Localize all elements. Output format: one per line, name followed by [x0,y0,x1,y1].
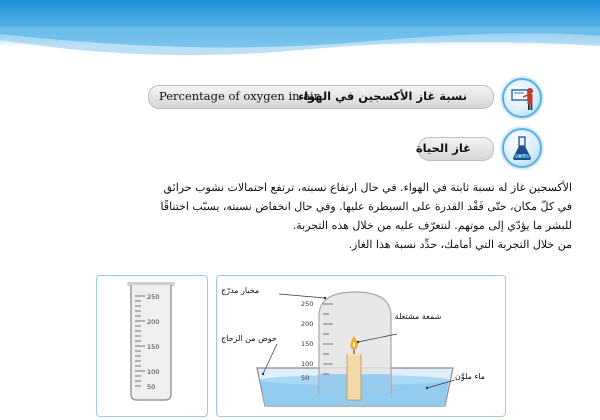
paragraph-line-3: للبشر ما يؤدّي إلى موتهم. لنتعرّف عليه من خلال هذه التجربة. [292,219,572,232]
label-colored-water: ماء ملوَّن [455,372,485,381]
paragraph-line-4: من خلال التجربة التي أمامك، حدِّد نسبة هذا الغاز. [348,238,572,251]
cylinder-scale-label: 200 [301,320,314,328]
tube-scale-label: 100 [147,368,160,376]
figure-test-tube [96,275,208,417]
label-burning-candle: شمعة مشتعلة [394,312,442,321]
section-subtitle-ar: غاز الحياة [415,141,471,155]
tube-scale-label: 50 [147,383,156,391]
section-title-ar: نسبة غاز الأكسجين في الهواء [298,89,467,103]
test-tube-illustration [97,276,207,416]
flask-icon [502,128,542,168]
paragraph-line-2: في كلّ مكان، حتّى فَقْد القدرة على السيطرة عليها. وفي حال انخفاض نسبته، يسبّب اختناقًا [160,200,572,213]
tube-scale-label: 200 [147,318,160,326]
section-title-en: Percentage of oxygen in air [159,89,320,103]
figure-candle-experiment [216,275,506,417]
cylinder-scale-label: 100 [301,360,314,368]
candle-experiment-illustration [217,276,505,416]
cylinder-scale-label: 50 [301,374,310,382]
paragraph-line-1: الأكسجين غاز له نسبة ثابتة في الهواء. في حال ارتفاع نسبته، ترتفع احتمالات نشوب حرائق [163,181,572,194]
section-banner-oxygen [148,85,494,109]
tube-scale-label: 250 [147,293,160,301]
header-wave [0,30,600,70]
tube-scale-label: 150 [147,343,160,351]
cylinder-scale-label: 250 [301,300,314,308]
teacher-at-board-icon [502,78,542,118]
label-graduated-cylinder: مخبار مدرّج [221,286,260,295]
section-banner-life-gas [415,137,494,161]
intro-paragraph [52,178,572,254]
label-glass-basin: حوض من الزجاج [221,334,277,343]
cylinder-scale-label: 150 [301,340,314,348]
